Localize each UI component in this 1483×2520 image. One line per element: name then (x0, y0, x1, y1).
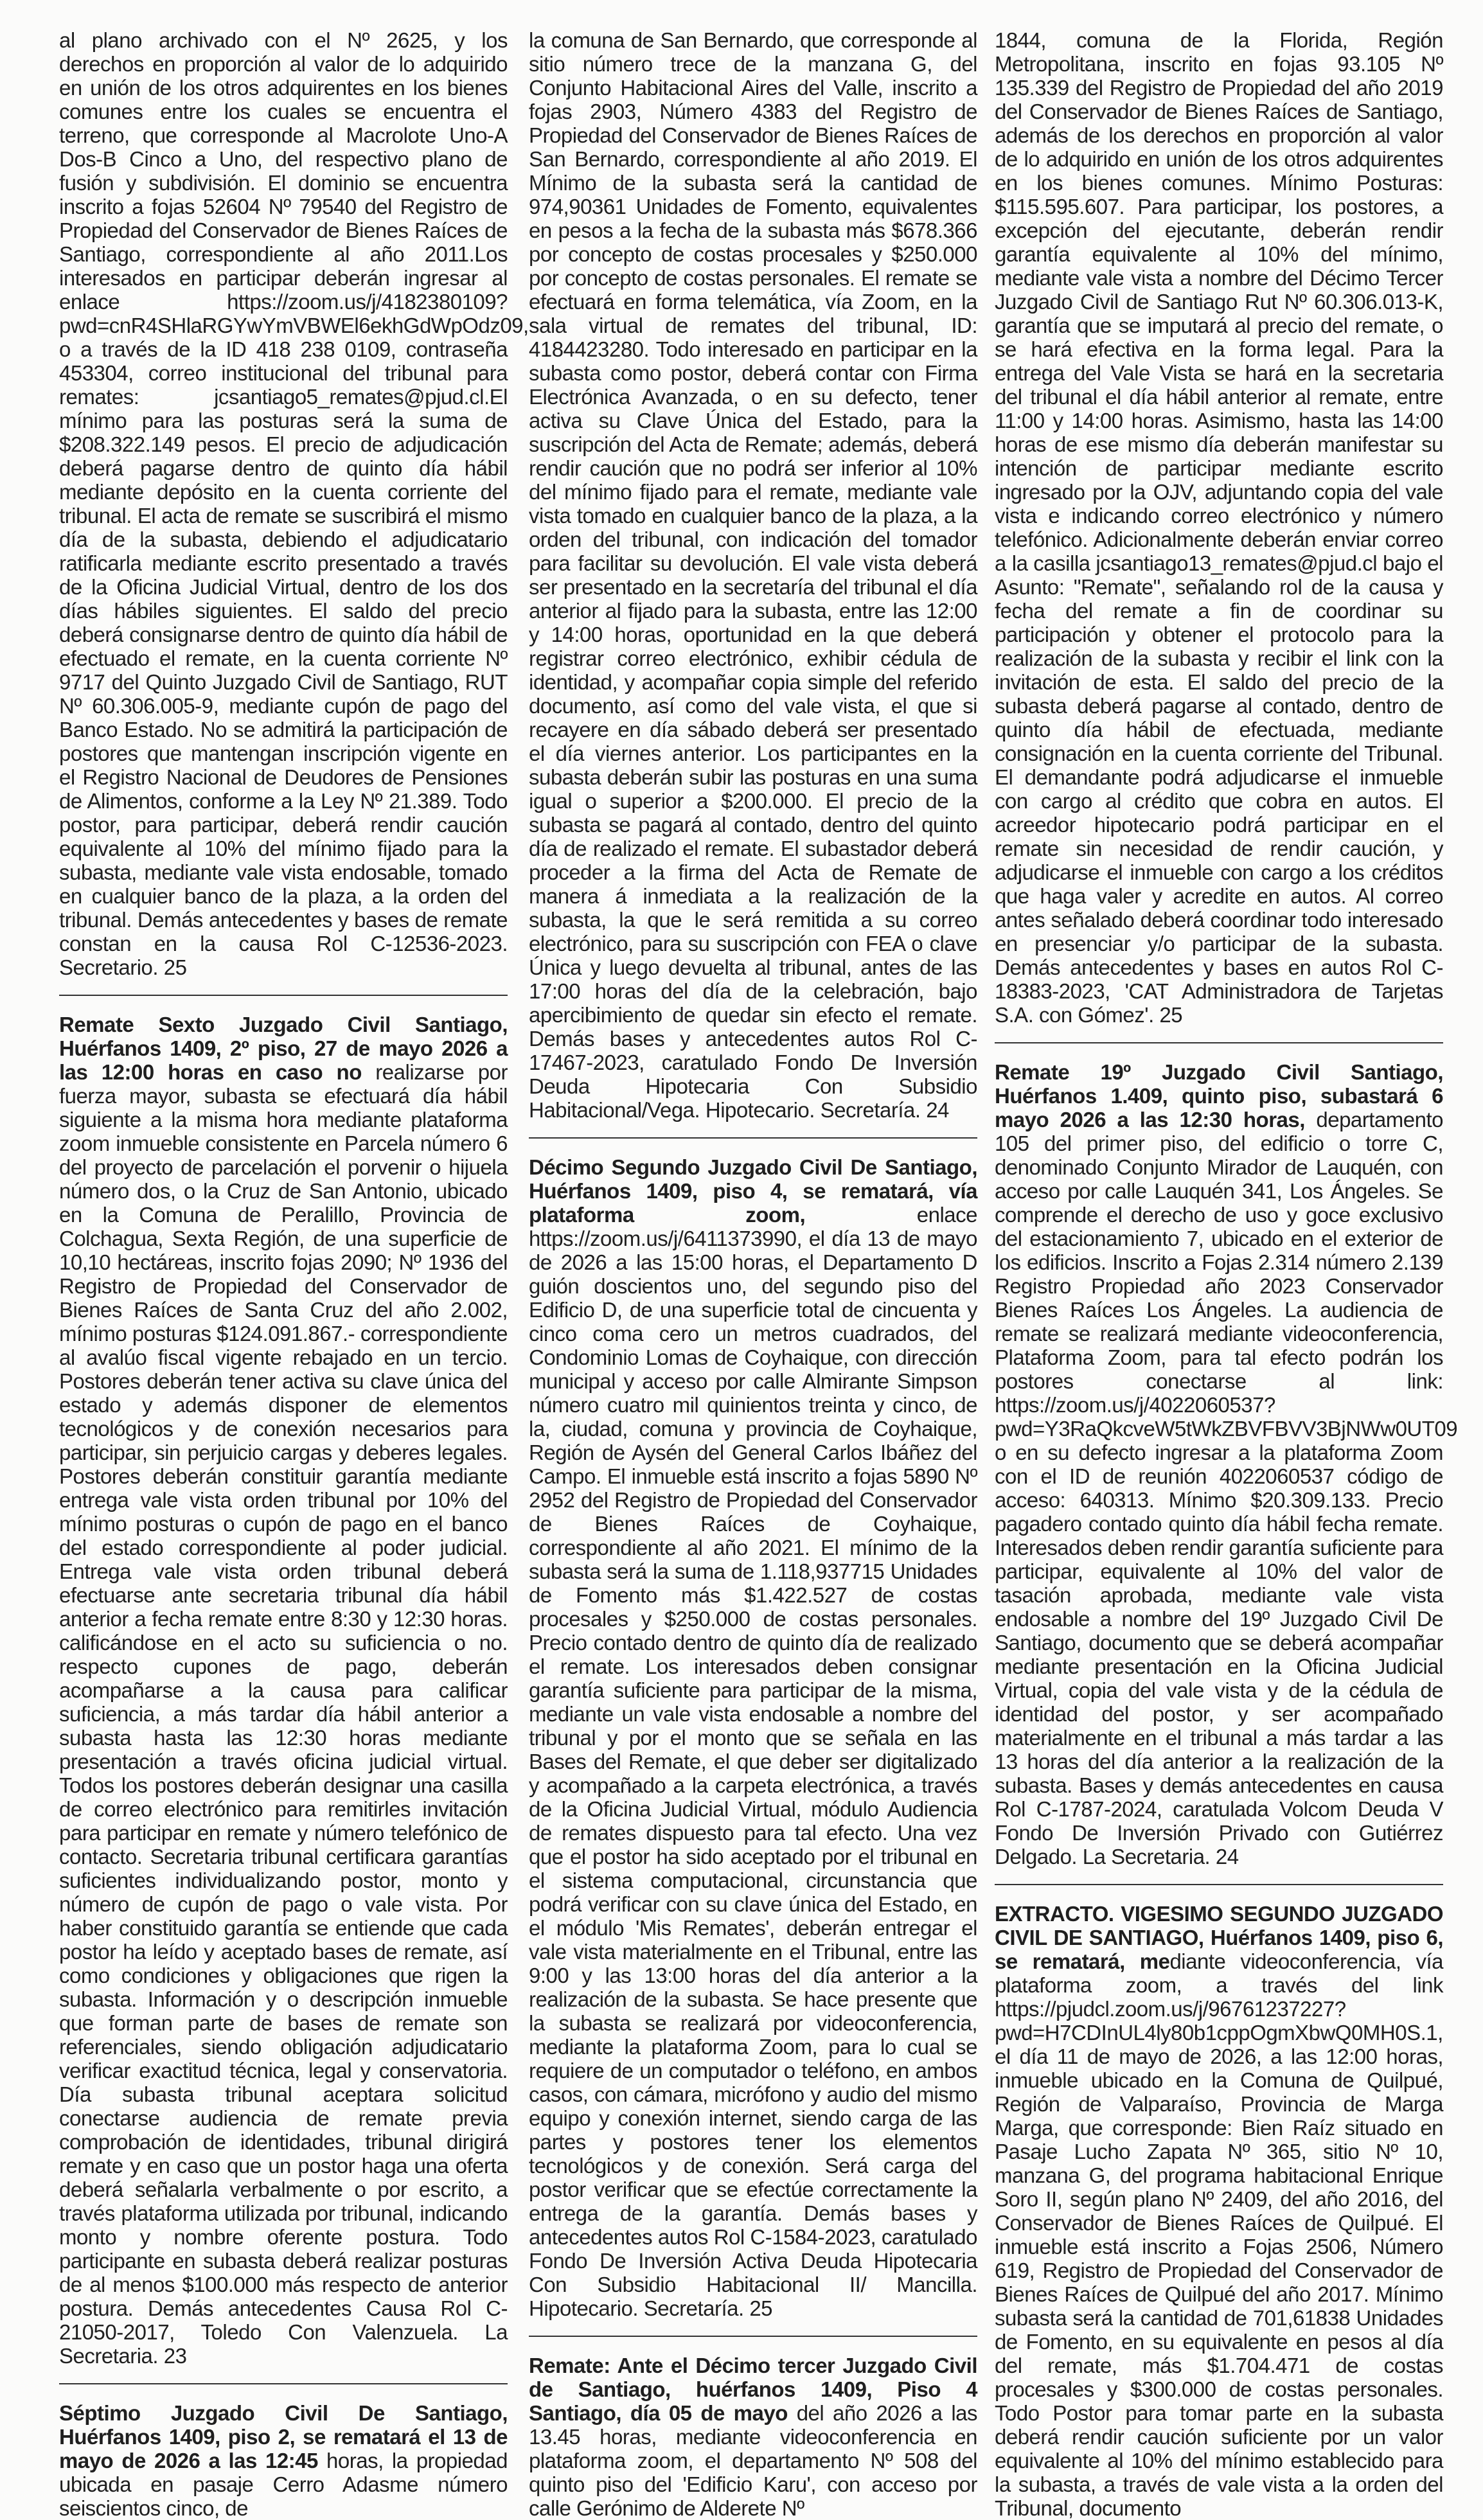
divider (529, 2336, 977, 2337)
notice-heading: EXTRACTO. VIGESIMO SEGUNDO JUZGADO CIVIL DE SANTIAGO, Huérfanos 1409, piso 6, se rematará, me (995, 1902, 1443, 1973)
notice (59, 2401, 508, 2520)
notice-body: 1844, comuna de la Florida, Región Metropolitana, inscrito en fojas 93.105 Nº 135.339 del Registro de Propiedad del año 2019 del Conservador de Bienes Raíces de Santiago, además de los derechos en proporción al valor de lo adquirido en unión de los otros adquirentes en los bienes comunes. Mínimo Posturas: $115.595.607. Para participar, los postores, a excepción del ejecutante, deberán rendir garantía equivalente al 10% del mínimo, mediante vale vista a nombre del Décimo Tercer Juzgado Civil de Santiago Rut Nº 60.306.013-K, garantía que se imputará al precio del remate, o se hará efectiva en la forma legal. Para la entrega del Vale Vista se hará en la secretaria del tribunal el día hábil anterior al remate, entre 11:00 y 14:00 horas. Asimismo, hasta las 14:00 horas de ese mismo día deberán manifestar su intención de participar mediante escrito ingresado por la OJV, adjuntando copia del vale vista e indicando correo electrónico y número telefónico. Adicionalmente deberán enviar correo a la casilla jcsantiago13_remates@pjud.cl bajo el Asunto: "Remate", señalando rol de la causa y fecha del remate a fin de coordinar su participación y obtener el protocolo para la realización de la subasta y recibir el link con la invitación de esta. El saldo del precio de la subasta deberá pagarse al contado, dentro de quinto día hábil de efectuada, mediante consignación en la cuenta corriente del Tribunal. El demandante podrá adjudicarse el inmueble con cargo al crédito que cobra en autos. El acreedor hipotecario podrá participar en el remate sin necesidad de rendir caución, y adjudicarse el inmueble con cargo a los créditos que haga valer y acredite en autos. Al correo antes señalado deberá coordinar todo interesado en presenciar y/o participar de la subasta. Demás antecedentes y bases en autos Rol C-18383-2023, 'CAT Administradora de Tarjetas S.A. con Gómez'. 25 (995, 28, 1443, 1027)
divider (529, 1137, 977, 1139)
notice-heading: Remate: Ante el Décimo tercer Juzgado Civil de Santiago, huérfanos 1409, Piso 4 Santiago, día 05 de mayo (529, 2354, 977, 2425)
divider (995, 1042, 1443, 1043)
notice (995, 28, 1443, 1027)
notice-body: horas, la propiedad ubicada en pasaje Cerro Adasme número seiscientos cinco, de (59, 2449, 508, 2520)
divider (59, 2383, 508, 2384)
notice (59, 1013, 508, 2368)
notice-body: al plano archivado con el Nº 2625, y los derechos en proporción al valor de lo adquirido en unión de los otros adquirentes en los bienes comunes entre los cuales se encuentra el terreno, que corresponde al Macrolote Uno-A Dos-B Cinco a Uno, del respectivo plano de fusión y subdivisión. El dominio se encuentra inscrito a fojas 52604 Nº 79540 del Registro de Propiedad del Conservador de Bienes Raíces de Santiago, correspondiente al año 2011.Los interesados en participar deberán ingresar al enlace https://zoom.us/j/4182380109?pwd=cnR4SHlaRGYwYmVBWEl6ekhGdWpOdz09, o a través de la ID 418 238 0109, contraseña 453304, correo institucional del tribunal para remates: jcsantiago5_remates@pjud.cl.El mínimo para las posturas será la suma de $208.322.149 pesos. El precio de adjudicación deberá pagarse dentro de quinto día hábil mediante depósito en la cuenta corriente del tribunal. El acta de remate se suscribirá el mismo día de la subasta, debiendo el adjudicatario ratificarla mediante escrito presentado a través de la Oficina Judicial Virtual, dentro de los dos días hábiles siguientes. El saldo del precio deberá consignarse dentro de quinto día hábil de efectuado el remate, en la cuenta corriente Nº 9717 del Quinto Juzgado Civil de Santiago, RUT Nº 60.306.005-9, mediante cupón de pago del Banco Estado. No se admitirá la participación de postores que mantengan inscripción vigente en el Registro Nacional de Deudores de Pensiones de Alimentos, conforme a la Ley Nº 21.389. Todo postor, para participar, deberá rendir caución equivalente al 10% del mínimo fijado para la subasta, mediante vale vista endosable, tomado en cualquier banco de la plaza, a la orden del tribunal. Demás antecedentes y bases de remate constan en la causa Rol C-12536-2023. Secretario. 25 (59, 28, 529, 979)
notice (529, 28, 977, 1122)
column-1 (59, 28, 529, 2520)
notice-body: departamento 105 del primer piso, del edificio o torre C, denominado Conjunto Mirador de Lauquén, con acceso por calle Lauquén 341, Los Ángeles. Se comprende el derecho de uso y goce exclusivo del estacionamiento 7, ubicado en el exterior de los edificios. Inscrito a Fojas 2.314 número 2.139 Registro Propiedad año 2023 Conservador Bienes Raíces Los Ángeles. La audiencia de remate se realizará mediante videoconferencia, Plataforma Zoom, para tal efecto podrán los postores conectarse al link: https://zoom.us/j/4022060537?pwd=Y3RaQkcveW5tWkZBVFBVV3BjNWw0UT09 o en su defecto ingresar a la plataforma Zoom con el ID de reunión 4022060537 código de acceso: 640313. Mínimo $20.309.133. Precio pagadero contado quinto día hábil fecha remate. Interesados deben rendir garantía suficiente para participar, equivalente al 10% del valor de tasación aprobada, mediante vale vista endosable a nombre del 19º Juzgado Civil De Santiago, documento que se deberá acompañar mediante presentación en la Oficina Judicial Virtual, copia del vale vista y de la cédula de identidad del postor, y ser acompañado materialmente en el tribunal a más tardar a las 13 horas del día anterior a la realización de la subasta. Bases y demás antecedentes en causa Rol C-1787-2024, caratulada Volcom Deuda V Fondo De Inversión Privado con Gutiérrez Delgado. La Secretaria. 24 (995, 1108, 1458, 1868)
notice (529, 1155, 977, 2320)
divider (59, 995, 508, 996)
notice-heading: Remate 19º Juzgado Civil Santiago, Huérfanos 1.409, quinto piso, subastará 6 mayo 2026 a las 12:30 horas, (995, 1060, 1443, 1131)
notice-heading: Séptimo Juzgado Civil De Santiago, Huérfanos 1409, piso 2, se rematará el 13 de mayo de 2026 a las 12:45 (59, 2401, 508, 2472)
notice-body: la comuna de San Bernardo, que corresponde al sitio número trece de la manzana G, del Conjunto Habitacional Aires del Valle, inscrito a fojas 2903, Número 4383 del Registro de Propiedad del Conservador de Bienes Raíces de San Bernardo, correspondiente al año 2019. El Mínimo de la subasta será la cantidad de 974,90361 Unidades de Fomento, equivalentes en pesos a la fecha de la subasta más $678.366 por concepto de costas procesales y $250.000 por concepto de costas personales. El remate se efectuará en forma telemática, vía Zoom, en la sala virtual de remates del tribunal, ID: 4184423280. Todo interesado en participar en la subasta como postor, deberá contar con Firma Electrónica Avanzada, o en su defecto, tener activa su Clave Única del Estado, para la suscripción del Acta de Remate; además, deberá rendir caución que no podrá ser inferior al 10% del mínimo fijado para el remate, mediante vale vista tomado en cualquier banco de la plaza, a la orden del tribunal, con indicación del tomador para facilitar su devolución. El vale vista deberá ser presentado en la secretaría del tribunal el día anterior al fijado para la subasta, entre las 12:00 y 14:00 horas, oportunidad en la que deberá registrar correo electrónico, exhibir cédula de identidad, y acompañar copia simple del referido documento, así como del vale vista, el que si recayere en día sábado deberá ser presentado el día viernes anterior. Los participantes en la subasta deberán subir las posturas en una suma igual o superior a $200.000. El precio de la subasta se pagará al contado, dentro del quinto día de realizado el remate. El subastador deberá proceder a la firma del Acta de Remate de manera á inmediata a la realización de la subasta, la que le será remitida a su correo electrónico, para su suscripción con FEA o clave Única y luego devuelta al tribunal, antes de las 17:00 horas del día de la celebración, bajo apercibimiento de quedar sin efecto el remate. Demás bases y antecedentes autos Rol C-17467-2023, caratulado Fondo De Inversión Deuda Hipotecaria Con Subsidio Habitacional/Vega. Hipotecario. Secretaría. 24 (529, 28, 977, 1122)
notice-body: del año 2026 a las 13.45 horas, mediante videoconferencia en plataforma zoom, el departamento Nº 508 del quinto piso del 'Edificio Karu', con acceso por calle Gerónimo de Alderete Nº (529, 2401, 978, 2520)
column-3 (995, 28, 1458, 2520)
notice-heading: Remate Sexto Juzgado Civil Santiago, Huérfanos 1409, 2º piso, 27 de mayo 2026 a las 12:00 horas en caso no (59, 1013, 508, 1084)
notice-body: diante videoconferencia, vía plataforma zoom, a través del link https://pjudcl.zoom.us/j/96761237227?pwd=H7CDInUL4ly80b1cppOgmXbwQ0MH0S.1, el día 11 de mayo de 2026, a las 12:00 horas, inmueble ubicado en la Comuna de Quilpué, Región de Valparaíso, Provincia de Marga Marga, que corresponde: Bien Raíz situado en Pasaje Lucho Zapata Nº 365, sitio Nº 10, manzana G, del programa habitacional Enrique Soro II, según plano Nº 2409, del año 2016, del Conservador de Bienes Raíces de Quilpué. El inmueble está inscrito a Fojas 2506, Número 619, Registro de Propiedad del Conservador de Bienes Raíces de Quilpué del año 2017. Mínimo subasta será la cantidad de 701,61838 Unidades de Fomento, en su equivalente en pesos al día del remate, más $1.704.471 de costas procesales y $300.000 de costas personales. Todo Postor para tomar parte en la subasta deberá rendir caución suficiente por un valor equivalente al 10% del mínimo establecido para la subasta, a través de vale vista a la orden del Tribunal, documento (995, 1949, 1443, 2520)
notice-body: realizarse por fuerza mayor, subasta se efectuará día hábil siguiente a la misma hora mediante plataforma zoom inmueble consistente en Parcela número 6 del proyecto de parcelación el porvenir o hijuela número dos, o la Cruz de San Antonio, ubicado en la Comuna de Peralillo, Provincia de Colchagua, Sexta Región, de una superficie de 10,10 hectáreas, inscrito fojas 2090; Nº 1936 del Registro de Propiedad del Conservador de Bienes Raíces de Santa Cruz del año 2.002, mínimo posturas $124.091.867.- correspondiente al avalúo fiscal vigente rebajado en un tercio. Postores deberán tener activa su clave única del estado y además disponer de elementos tecnológicos y de conexión necesarios para participar, sin perjuicio cargas y deberes legales. Postores deberán constituir garantía mediante entrega vale vista orden tribunal por 10% del mínimo posturas o cupón de pago en el banco del estado correspondiente al poder judicial. Entrega vale vista orden tribunal deberá efectuarse ante secretaria tribunal día hábil anterior a fecha remate entre 8:30 y 12:30 horas. calificándose en el acto su suficiencia o no. respecto cupones de pago, deberán acompañarse a la causa para calificar suficiencia, a más tardar día hábil anterior a subasta hasta las 12:30 horas mediante presentación a través oficina judicial virtual. Todos los postores deberán designar una casilla de correo electrónico para remitirles invitación para participar en remate y número telefónico de contacto. Secretaria tribunal certificara garantías suficientes individualizando postor, monto y número de cupón de pago o vale vista. Por haber constituido garantía se entiende que cada postor ha leído y aceptado bases de remate, así como condiciones y obligaciones que rigen la subasta. Información y o descripción inmueble que forman parte de bases de remate son referenciales, siendo obligación adjudicatario verificar exactitud técnica, legal y conservatoria. Día subasta tribunal aceptara solicitud conectarse audiencia de remate previa comprobación de identidades, tribunal dirigirá remate y en caso que un postor haga una oferta deberá señalarla verbalmente o por escrito, a través plataforma utilizada por tribunal, indicando monto y nombre oferente postura. Todo participante en subasta deberá realizar posturas de al menos $100.000 más respecto de anterior postura. Demás antecedentes Causa Rol C-21050-2017, Toledo Con Valenzuela. La Secretaria. 23 (59, 1060, 508, 2368)
divider (995, 1884, 1443, 1885)
notice-heading: Décimo Segundo Juzgado Civil De Santiago, Huérfanos 1409, piso 4, se rematará, vía plataforma zoom, (529, 1155, 977, 1227)
notice (529, 2354, 977, 2520)
notice-body: enlace https://zoom.us/j/6411373990, el día 13 de mayo de 2026 a las 15:00 horas, el Departamento D guión doscientos uno, del segundo piso del Edificio D, de una superficie total de cincuenta y cinco coma cero un metros cuadrados, del Condominio Lomas de Coyhaique, con dirección municipal y acceso por calle Almirante Simpson número cuatro mil quinientos treinta y cinco, de la, ciudad, comuna y provincia de Coyhaique, Región de Aysén del General Carlos Ibáñez del Campo. El inmueble está inscrito a fojas 5890 Nº 2952 del Registro de Propiedad del Conservador de Bienes Raíces de Coyhaique, correspondiente al año 2021. El mínimo de la subasta será la suma de 1.118,937715 Unidades de Fomento más $1.422.527 de costas procesales y $250.000 de costas personales. Precio contado dentro de quinto día de realizado el remate. Los interesados deben consignar garantía suficiente para participar de la misma, mediante un vale vista endosable a nombre del tribunal y por el monto que se señala en las Bases del Remate, el que deber ser digitalizado y acompañado a la carpeta electrónica, a través de la Oficina Judicial Virtual, módulo Audiencia de remates dispuesto para tal efecto. Una vez que el postor ha sido aceptado por el tribunal en el sistema computacional, circunstancia que podrá verificar con su clave única del Estado, en el módulo 'Mis Remates', deberán entregar el vale vista materialmente en el Tribunal, entre las 9:00 y las 13:00 horas del día anterior a la realización de la subasta. Se hace presente que la subasta se realizará por videoconferencia, mediante la plataforma Zoom, para lo cual se requiere de un computador o teléfono, en ambos casos, con cámara, micrófono y audio del mismo equipo y conexión internet, siendo carga de las partes y postores tener los elementos tecnológicos y de conexión. Será carga del postor verificar que se efectúe correctamente la entrega de la garantía. Demás bases y antecedentes autos Rol C-1584-2023, caratulado Fondo De Inversión Activa Deuda Hipotecaria Con Subsidio Habitacional II/ Mancilla. Hipotecario. Secretaría. 25 (529, 1203, 977, 2320)
notice (59, 28, 529, 979)
notice (995, 1060, 1458, 1868)
column-2 (529, 28, 977, 2520)
notice (995, 1902, 1443, 2520)
